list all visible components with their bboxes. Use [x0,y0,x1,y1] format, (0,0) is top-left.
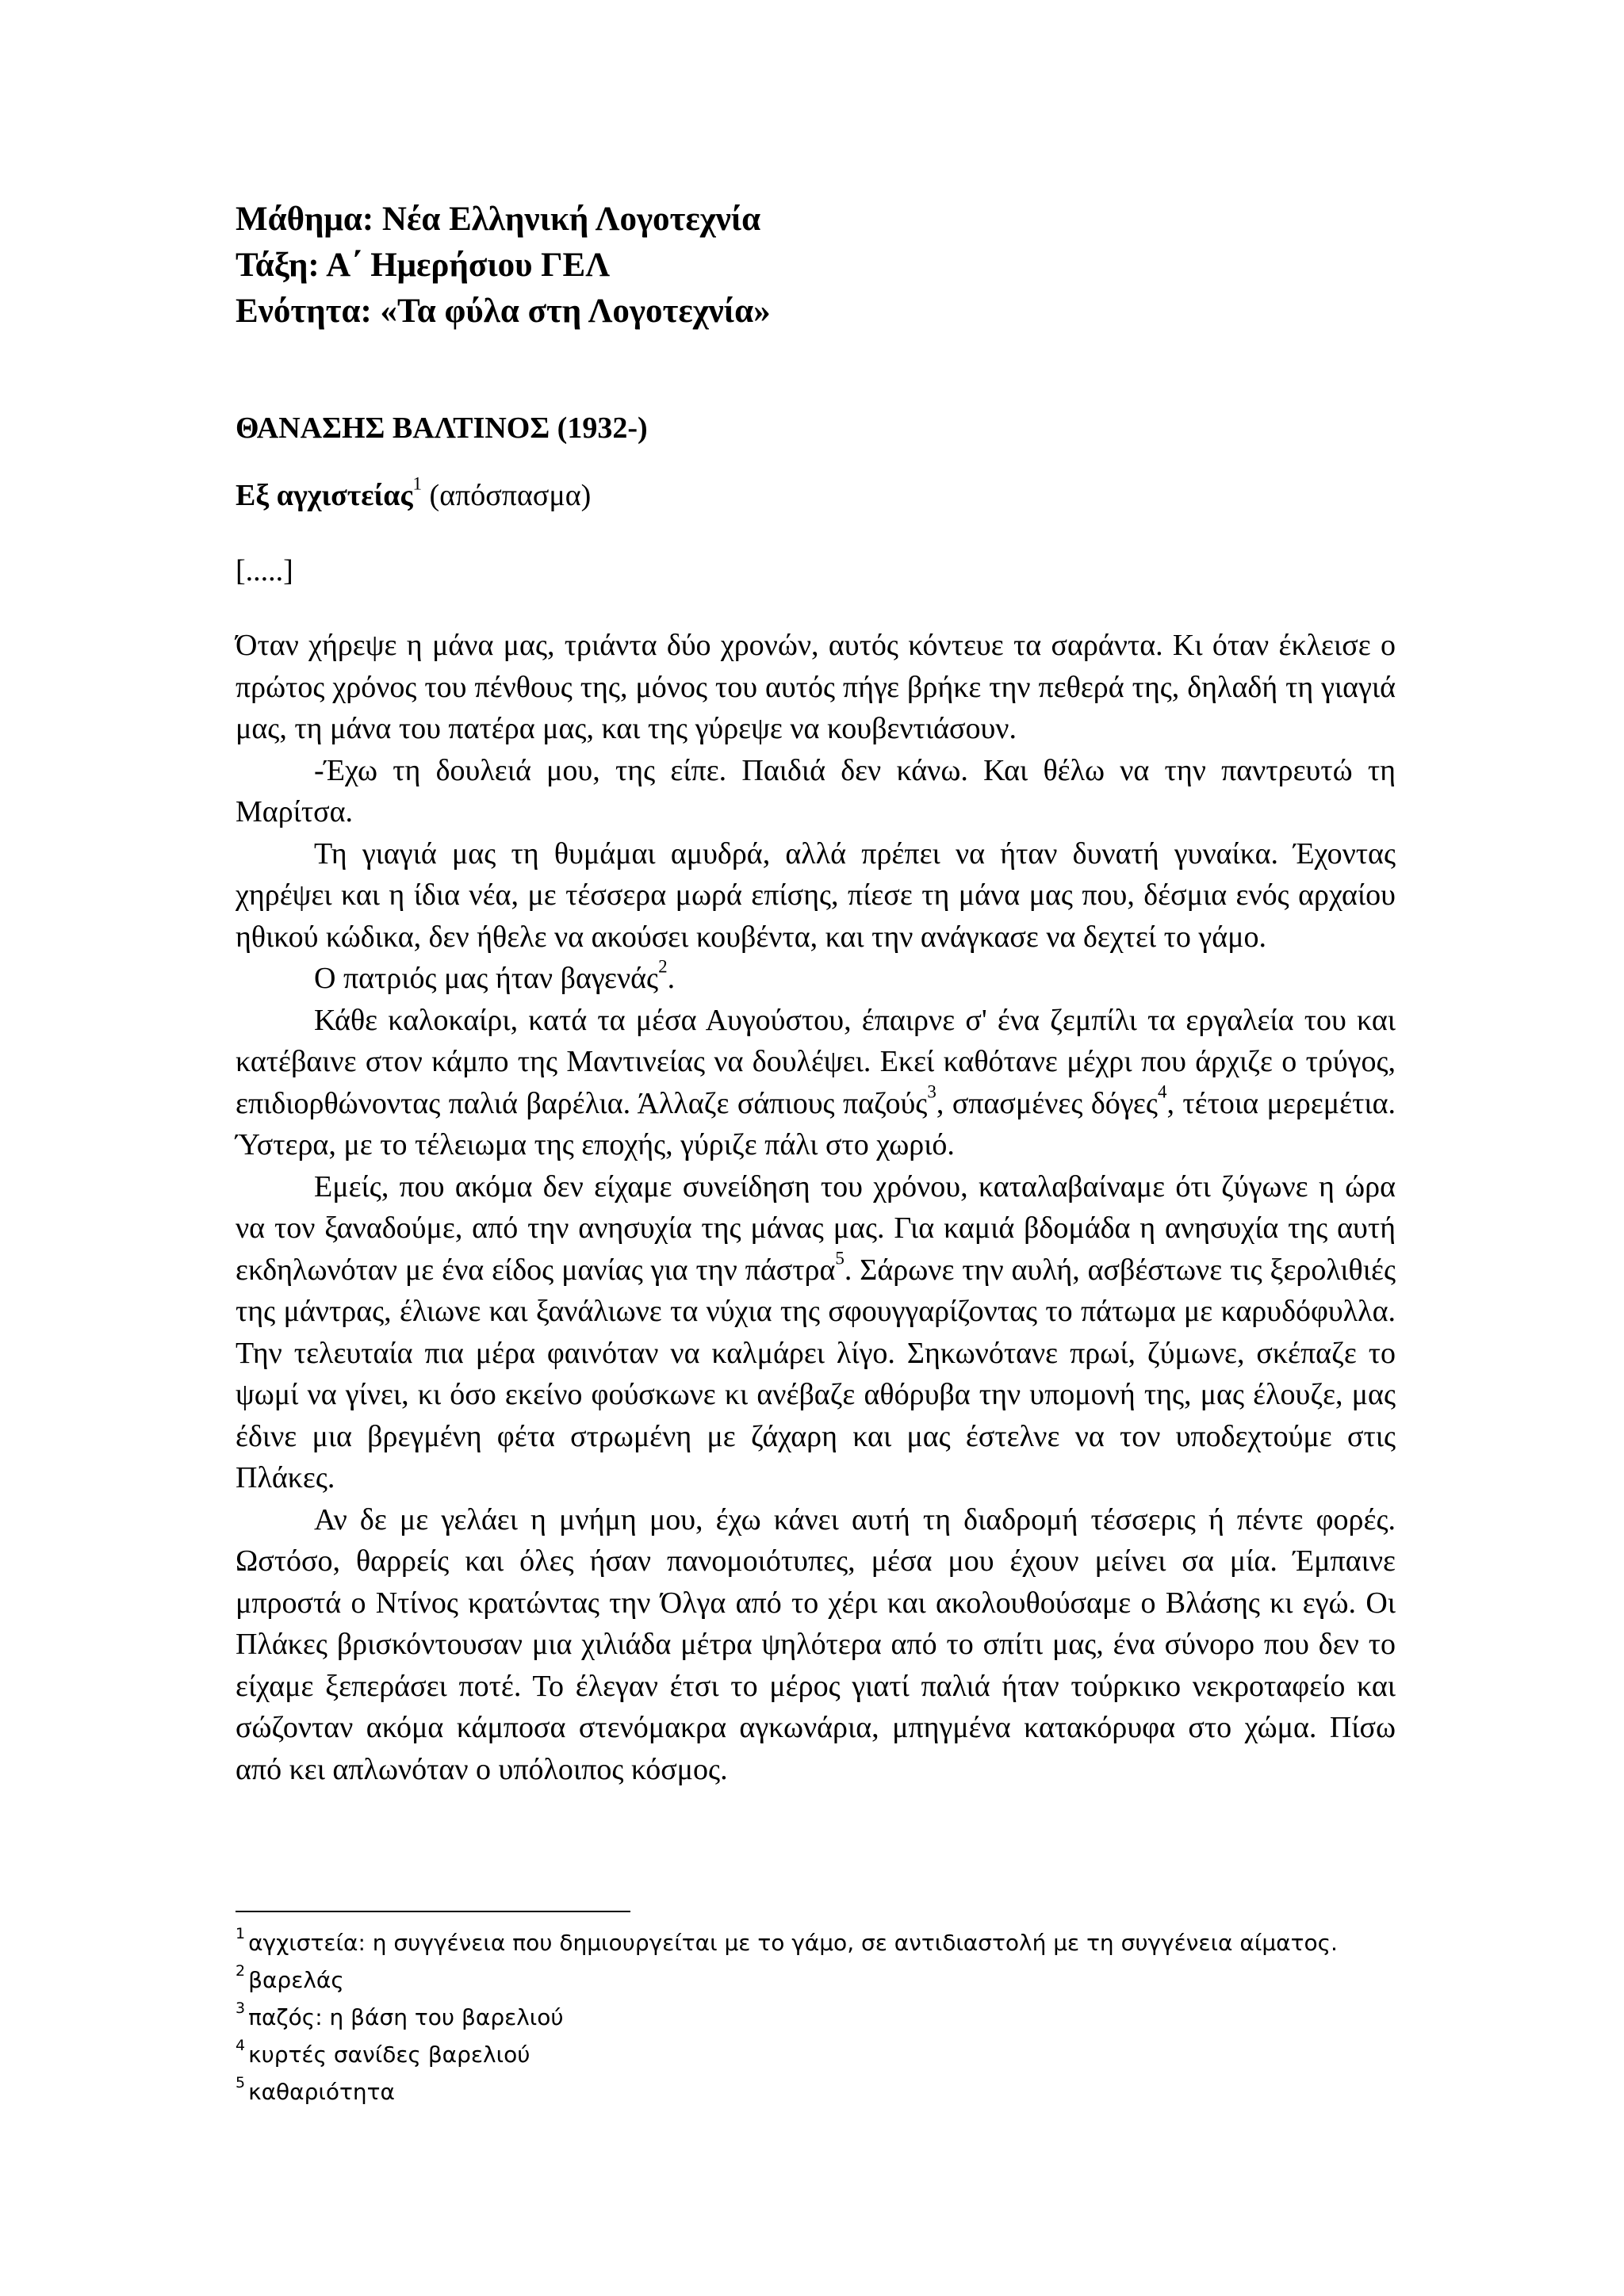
footnote-ref: 2 [658,956,668,977]
unit-line: Ενότητα: «Τα φύλα στη Λογοτεχνία» [236,293,771,330]
document-header [236,197,1425,335]
footnote-ref: 5 [835,1247,845,1268]
footnote-ref: 1 [412,473,423,494]
footnote: $^1$ αγχιστεία: η συγγένεια που δημιουργείται με το γάμο, σε αντιδιαστολή με τη συγγένεια αίματος. [236,1924,1338,1956]
footnote: $^2$ βαρελάς [236,1961,344,1993]
footnote-separator [236,1911,630,1912]
footnote: $^5$ καθαριότητα [236,2073,395,2105]
work-title: Εξ αγχιστείας [236,479,413,512]
paragraph: Ο πατριός μας ήταν βαγενάς$^2$. [314,956,676,995]
subject-line: Μάθημα: Νέα Ελληνική Λογοτεχνία [236,201,761,238]
footnote-ref: 3 [927,1081,936,1101]
footnotes [236,1924,1425,2110]
footnote-ref: 4 [1157,1081,1167,1101]
author-heading: ΘΑΝΑΣΗΣ ΒΑΛΤΙΝΟΣ (1932-) [236,411,648,445]
omission-mark: [.....] [236,554,293,587]
paragraph: Τη γιαγιά μας τη θυμάμαι αμυδρά, αλλά πρέπει να ήταν δυνατή γυναίκα. Έχοντας χηρέψει και η ίδια νέα, με τέσσερα μωρά επίσης, πίεσε τη μάνα μας που, δέσμια ενός αρχαίου ηθικού κώδικα, δεν ήθελε να ακούσει κουβέντα, και την ανάγκασε να δεχτεί το γάμο. [236,836,1396,954]
work-subtitle: (απόσπασμα) [429,479,592,512]
paragraph: Κάθε καλοκαίρι, κατά τα μέσα Αυγούστου, έπαιρνε σ' ένα ζεμπίλι τα εργαλεία του και κατέβαινε στον κάμπο της Μαντινείας να δουλέψει. Εκεί καθότανε μέχρι που άρχιζε ο τρύγος, επιδιορθώνοντας παλιά βαρέλια. Άλλαζε σάπιους παζούς$^3$, σπασμένες δόγες$^4$, τέτοια μερεμέτια. Ύστερα, με το τέλειωμα της εποχής, γύριζε πάλι στο χωριό. [236,1003,1396,1161]
paragraph: Αν δε με γελάει η μνήμη μου, έχω κάνει αυτή τη διαδρομή τέσσερις ή πέντε φορές. Ωστόσο, θαρρείς και όλες ήσαν πανομοιότυπες, μέσα μου έχουν μείνει σα μία. Έμπαινε μπροστά ο Ντίνος κρατώντας την Όλγα από το χέρι και ακολουθούσαμε ο Βλάσης κι εγώ. Οι Πλάκες βρισκόντουσαν μια χιλιάδα μέτρα ψηλότερα από το σπίτι μας, ένα σύνορο που δεν το είχαμε ξεπεράσει ποτέ. Το έλεγαν έτσι το μέρος γιατί παλιά ήταν τούρκικο νεκροταφείο και σώζονταν ακόμα κάμποσα στενόμακρα αγκωνάρια, μπηγμένα κατακόρυφα στο χώμα. Πίσω από κει απλωνόταν ο υπόλοιπος κόσμος. [236,1502,1396,1786]
footnote: $^3$ παζός: η βάση του βαρελιού [236,1999,564,2030]
footnote: $^4$ κυρτές σανίδες βαρελιού [236,2036,530,2068]
body-text [236,625,1396,1790]
paragraph: Όταν χήρεψε η μάνα μας, τριάντα δύο χρονών, αυτός κόντευε τα σαράντα. Κι όταν έκλεισε ο πρώτος χρόνος του πένθους της, μόνος του αυτός πήγε βρήκε την πεθερά της, δηλαδή τη γιαγιά μας, τη μάνα του πατέρα μας, και της γύρεψε να κουβεντιάσουν. [236,629,1396,745]
work-title-line [236,473,592,515]
paragraph: Εμείς, που ακόμα δεν είχαμε συνείδηση του χρόνου, καταλαβαίναμε ότι ζύγωνε η ώρα να τον ξαναδούμε, από την ανησυχία της μάνας μας. Για καμιά βδομάδα η ανησυχία της αυτή εκδηλωνόταν με ένα είδος μανίας για την πάστρα$^5$. Σάρωνε την αυλή, ασβέστωνε τις ξερολιθιές της μάντρας, έλιωνε και ξανάλιωνε τα νύχια της σφουγγαρίζοντας το πάτωμα με καρυδόφυλλα. Την τελευταία πια μέρα φαινόταν να καλμάρει λίγο. Σηκωνότανε πρωί, ζύμωνε, σκέπαζε το ψωμί να γίνει, κι όσο εκείνο φούσκωνε κι ανέβαζε αθόρυβα την υπομονή της, μας έλουζε, μας έδινε μια βρεγμένη φέτα στρωμένη με ζάχαρη και μας έστελνε να τον υποδεχτούμε στις Πλάκες. [236,1169,1396,1494]
paragraph: -Έχω τη δουλειά μου, της είπε. Παιδιά δεν κάνω. Και θέλω να την παντρευτώ τη Μαρίτσα. [236,753,1396,828]
class-line: Τάξη: Α΄ Ημερήσιου ΓΕΛ [236,247,611,284]
